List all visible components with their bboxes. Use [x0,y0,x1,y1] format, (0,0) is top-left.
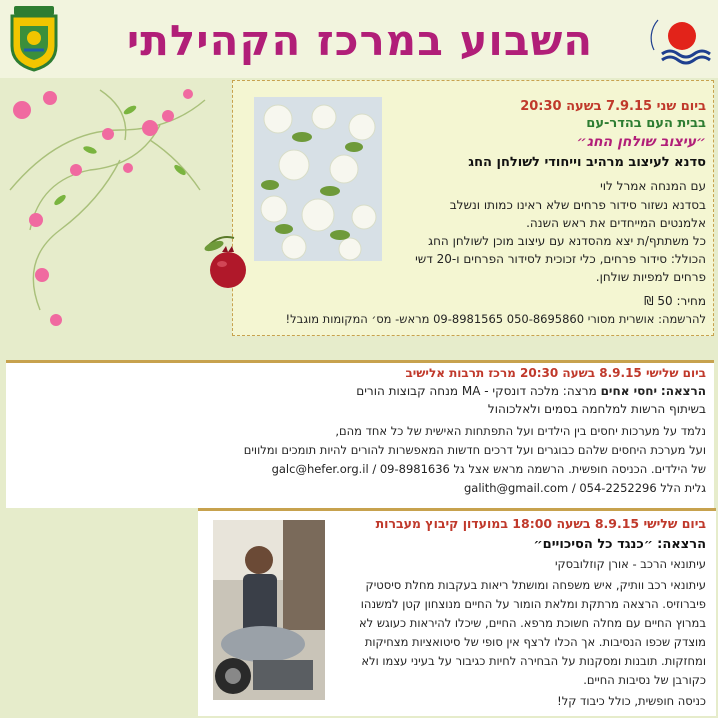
event3-lecture-title: ״כנגד כל הסיכויים״ [533,537,654,552]
event2-body-line: גלית הלל 054-2252296 / galith@gmail.com [463,481,706,495]
event2-body-line: נלמד על מערכות יחסים בין הילדים ועל התפתחות האישית של כל אחד מהם, [335,424,706,438]
event1-registration: להרשמה: אושרית מסורי 050-8695860 09-8981565 מראש- מס׳ המקומות מוגבל! [285,312,706,326]
event3-body-line: במרוץ החיים עם מחלה חשוכת מרפא. החיים, שיכלו להיראות כעוגש לא [358,616,706,630]
event1-title: ״עיצוב שולחן החג״ [576,134,706,150]
event1-body [392,196,706,286]
event1-body-line: בסדנא נשזור סידור פרחים שלא ראינו כמותו ונשלב [449,198,706,212]
municipality-emblem-icon [6,6,62,72]
event3-admission: כניסה חופשית, כולל כיבוד קל! [557,694,706,708]
event3-body-line: עיתונאי רכב וותיק, איש משפחה ומושתל ריאות בעקבות מחלת סיסטיק [365,578,706,592]
event2-body-line: ועל מערכת היחסים שלהם כבוגרים ועל דרכים חדשות המאפשרות להורים להיות תומכים ומלווים [243,443,706,457]
event1-subtitle: סדנא לעיצוב מרהיב וייחודי לשולחן החג [468,155,706,170]
event1-date-line: ביום שני 7.9.15 בשעה 20:30 [520,99,706,114]
floral-decoration [0,70,240,340]
event2-body [14,422,706,498]
event2-lecturer: מרצה: מלכה דונסקי - MA מנחה קבוצות הורים [356,384,597,398]
event1-body-line: אלמנטים המייחדים את ראש השנה. [526,216,706,230]
event2-lecture-title: יחסי אחים [600,384,658,398]
event3-lecture-heading [340,537,706,552]
community-center-logo-icon [650,10,712,68]
pomegranate-icon [200,232,256,294]
event1-guide: עם המנחה אמרל לוי [600,179,706,193]
event2-lecture-label: הרצאה: [660,384,706,398]
event2-date-line: ביום שלישי 8.9.15 בשעה 20:30 מרכז תרבות אלישיב [405,366,706,380]
lecturer-motorcycle-photo [213,520,325,700]
event3-body-line: ומחזקות. תובנות ומסקנות על הבחירה לחיות כגיבור על בעיני עצמו ולא [361,654,706,668]
event1-location: בבית העם בהדר-עם [586,116,706,131]
event2-partnership: בשיתוף הרשות למלחמה בסמים ולאלכוהול [487,402,706,416]
event1-body-line: פרחים למפיות שולחן. [595,270,706,284]
event1-price: מחיר: 50 ₪ [644,294,706,308]
event2-lecture-heading [290,384,706,398]
page-title: השבוע במרכז הקהילתי [126,15,594,65]
event3-body [334,576,706,690]
event2-body-line: של הילדים. הכניסה חופשית. הרשמה מראש אצל גל 09-8981636 / galc@hefer.org.il [271,462,706,476]
event3-body-line: כקורבן של נסיבות החיים. [583,673,706,687]
event3-date-line: ביום שלישי 8.9.15 בשעה 18:00 במועדון קיבוץ מעברות [375,516,706,531]
event1-body-line: הכולל: סידור פרחים, כלי זכוכית לסידור הפרחים ו-20 דשי [415,252,706,266]
event3-body-line: מוצדק שכפו הנסיבות. אך הכלו לרצף אין סופי של סיטואציות מצחיקות [364,635,706,649]
event1-body-line: כל משתתף/ת יצא מהסדנא עם עיצוב מוכן לשולחן החג [428,234,706,248]
event3-lecture-label: הרצאה: [657,537,706,552]
event3-body-line: פיברוזיס. הרצאה מרתקת ומלאת הומור על החיים מנוצחון קטן למשנהו [360,597,706,611]
event3-lecturer: עיתונאי הרכב - אורן קוזלובסקי [554,557,706,571]
